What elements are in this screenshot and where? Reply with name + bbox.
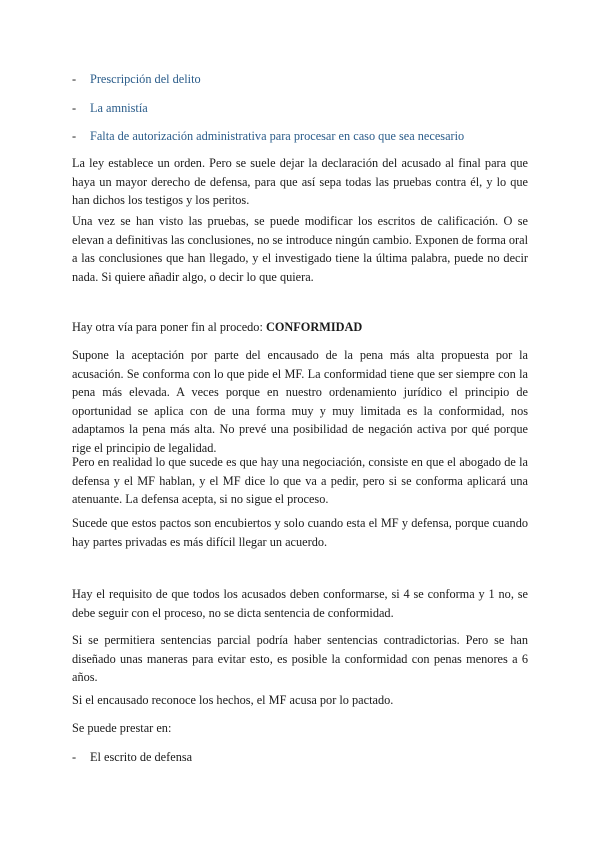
- list-item-text: El escrito de defensa: [90, 750, 193, 764]
- list-item: [72, 70, 532, 88]
- list-item-text: La amnistía: [90, 101, 148, 115]
- bullet-dash: -: [72, 101, 77, 115]
- paragraph-requisito: Hay el requisito de que todos los acusados deben conformarse, si 4 se conforma y 1 no, se debe seguir con el proceso, no se dicta sentencia de conformidad.: [72, 587, 528, 620]
- list-item: [72, 748, 532, 766]
- paragraph-sentencias: Si se permitiera sentencias parcial podría haber sentencias contradictorias. Pero se han diseñado unas maneras para evitar esto, es posible la conformidad con penas menores a 6 años.: [72, 633, 528, 684]
- paragraph-conformidad-definition: Supone la aceptación por parte del encausado de la pena más alta propuesta por la acusación. Se conforma con lo que pide el MF. La conformidad tiene que ser siempre con la pena más elevada. A veces porque en nuestro ordenamiento jurídico el principio de oportunidad se aplica con de una forma muy y muy limitada es la conformidad, nos adaptamos la pena más alta. No prevé una posibilidad de negación activa por qué porque rige el principio de legalidad.: [72, 348, 528, 455]
- bullet-dash: -: [72, 129, 77, 143]
- paragraph-negociacion: Pero en realidad lo que sucede es que hay una negociación, consiste en que el abogado de la defensa y el MF hablan, y el MF dice lo que va a pedir, pero si se conforma aplicará una atenuante. La defensa acepta, si no sigue el proceso.: [72, 455, 528, 506]
- conformidad-intro: Hay otra vía para poner fin al procedo:: [72, 320, 266, 334]
- section-heading-conformidad: CONFORMIDAD: [265, 320, 363, 334]
- paragraph-pactos: Sucede que estos pactos son encubiertos y solo cuando esta el MF y defensa, porque cuando hay partes privadas es más difícil llegar un acuerdo.: [72, 516, 528, 549]
- bullet-dash: -: [72, 750, 77, 764]
- list-item-text: Falta de autorización administrativa para procesar en caso que sea necesario: [90, 129, 465, 143]
- list-item-text: Prescripción del delito: [90, 72, 201, 86]
- paragraph-encausado: Si el encausado reconoce los hechos, el MF acusa por lo pactado.: [72, 693, 394, 707]
- paragraph-declaracion: La ley establece un orden. Pero se suele dejar la declaración del acusado al final para que haya un mayor derecho de defensa, para que así sepa todas las pruebas contra él, y lo que han dichos los testigos y los peritos.: [72, 156, 528, 207]
- bullet-dash: -: [72, 72, 77, 86]
- paragraph-prestar: Se puede prestar en:: [72, 721, 172, 735]
- list-item: [72, 99, 532, 117]
- paragraph-escritos: Una vez se han visto las pruebas, se puede modificar los escritos de calificación. O se elevan a definitivas las conclusiones, no se introduce ningún cambio. Exponen de forma oral a las conclusiones que han llegado, y el investigado tiene la última palabra, puede no decir nada. Si quiere añadir algo, o decir lo que quiera.: [72, 214, 528, 284]
- list-item: [72, 127, 532, 145]
- conformidad-intro-line: [72, 318, 528, 336]
